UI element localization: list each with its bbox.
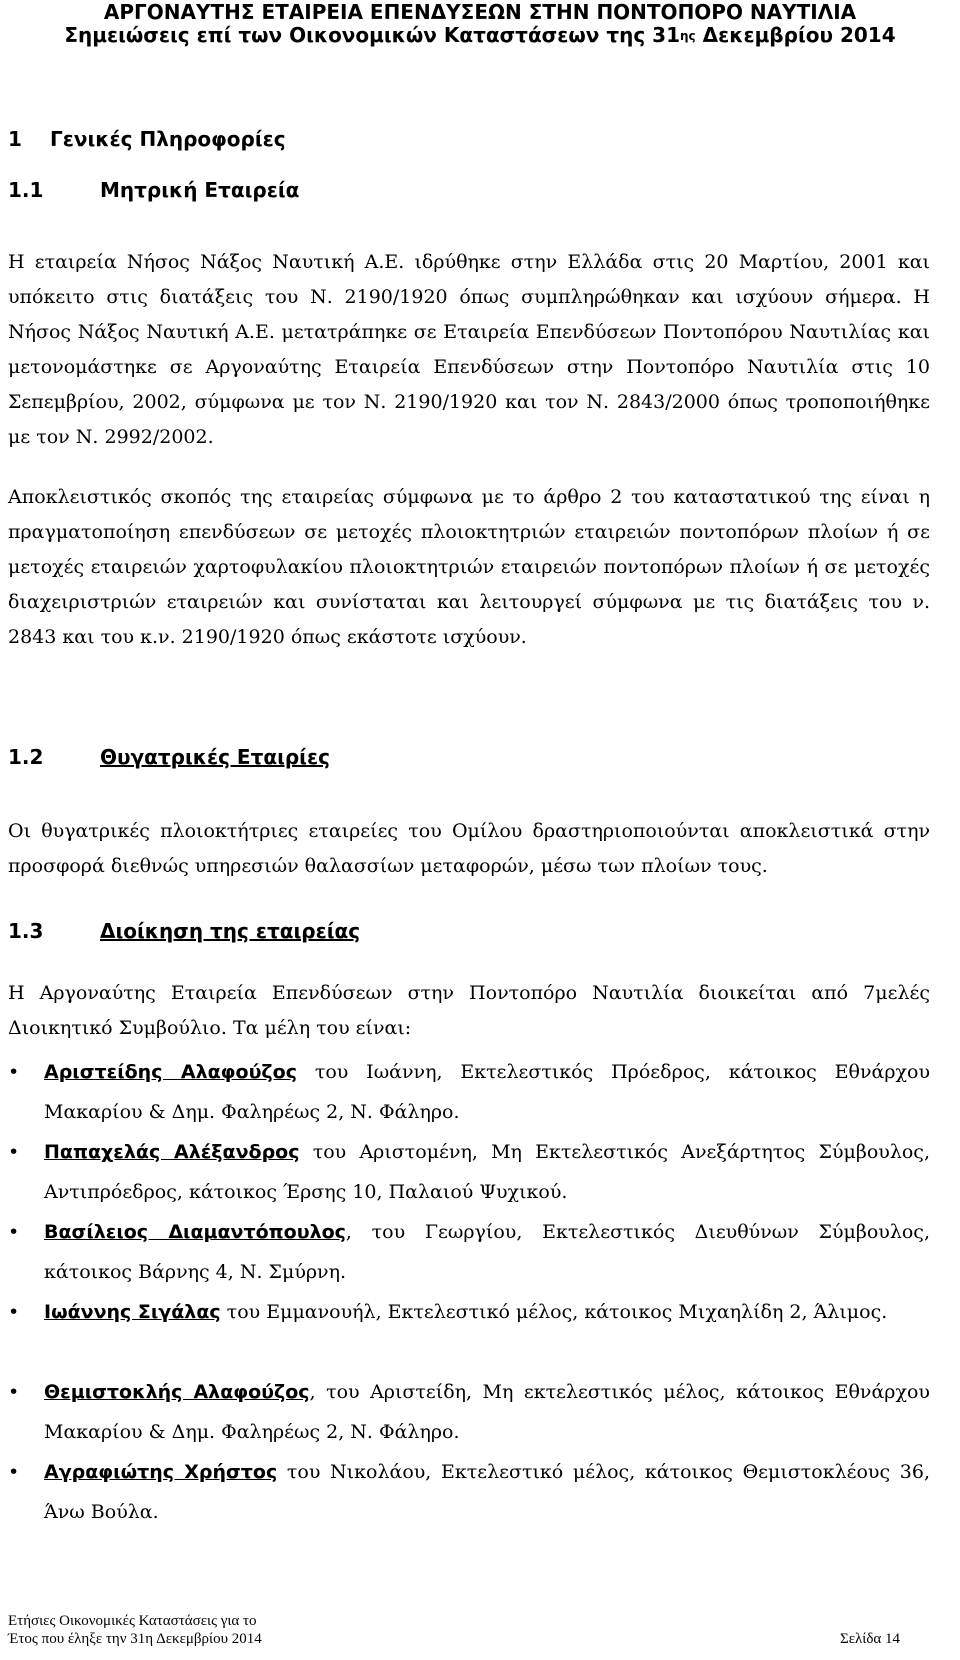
section-1-title: Γενικές Πληροφορίες <box>50 127 286 151</box>
board-member-6-name: Αγραφιώτης Χρήστος <box>44 1461 278 1483</box>
section-1-1-number: 1.1 <box>8 178 44 202</box>
section-1-1-paragraph-2: Αποκλειστικός σκοπός της εταιρείας σύμφωνα με το άρθρο 2 του καταστατικού της είναι η πραγματοποίηση επενδύσεων σε μετοχές πλοιοκτητριών εταιρειών ποντοπόρων πλοίων ή σε μετοχές εταιρειών χαρτοφυλακίου πλοιοκτητριών εταιρειών ποντοπόρων πλοίων ή σε μετοχές διαχειριστριών εταιρειών και συνίσταται και λειτουργεί σύμφωνα με τις διατάξεις του ν. 2843 και του κ.ν. 2190/1920 όπως εκάστοτε ισχύουν. <box>8 486 930 648</box>
board-member-2-text <box>44 1132 930 1212</box>
bullet-icon: • <box>8 1381 20 1403</box>
footer-line-2: Έτος που έληξε την 31η Δεκεμβρίου 2014 <box>8 1631 262 1647</box>
board-member-6-details: του Νικολάου, Εκτελεστικό μέλος, κάτοικος Θεμιστοκλέους 36, Άνω Βούλα. <box>44 1461 930 1523</box>
section-1-3-number: 1.3 <box>8 919 44 943</box>
section-1-2-number: 1.2 <box>8 745 44 769</box>
bullet-icon: • <box>8 1461 20 1483</box>
board-member-3-details: , του Γεωργίου, Εκτελεστικός Διευθύνων Σύμβουλος, κάτοικος Βάρνης 4, Ν. Σμύρνη. <box>44 1221 930 1283</box>
section-1-3-title: Διοίκηση της εταιρείας <box>100 919 361 943</box>
header-subtitle <box>0 23 960 47</box>
section-1-2-title: Θυγατρικές Εταιρίες <box>100 745 330 769</box>
section-1-2-paragraph: Οι θυγατρικές πλοιοκτήτριες εταιρείες του Ομίλου δραστηριοποιούνται αποκλειστικά στην προσφορά διεθνώς υπηρεσιών θαλασσίων μεταφορών, μέσω των πλοίων τους. <box>8 820 930 877</box>
bullet-icon: • <box>8 1301 20 1323</box>
header-subtitle-main: Σημειώσεις επί των Οικονομικών Καταστάσεων της 31 <box>64 23 681 47</box>
board-member-1-name: Αριστείδης Αλαφούζος <box>44 1061 297 1083</box>
board-member-5-details: , του Αριστείδη, Μη εκτελεστικός μέλος, κάτοικος Εθνάρχου Μακαρίου & Δημ. Φαληρέως 2, Ν. Φάληρο. <box>44 1381 930 1443</box>
board-member-5-name: Θεμιστοκλής Αλαφούζος <box>44 1381 310 1403</box>
header-subtitle-date: Δεκεμβρίου 2014 <box>695 23 896 47</box>
section-1-number: 1 <box>8 127 22 151</box>
board-member-5-text <box>44 1372 930 1452</box>
bullet-icon: • <box>8 1141 20 1163</box>
board-member-4-text <box>44 1292 930 1332</box>
board-member-4-details: του Εμμανουήλ, Εκτελεστικό μέλος, κάτοικος Μιχαηλίδη 2, Άλιμος. <box>220 1301 888 1323</box>
board-member-2-name: Παπαχελάς Αλέξανδρος <box>44 1141 300 1163</box>
footer-page-number: Σελίδα 14 <box>839 1631 900 1647</box>
header-subtitle-superscript: ης <box>680 29 696 43</box>
footer-line-1: Ετήσιες Οικονομικές Καταστάσεις για το <box>8 1613 257 1629</box>
board-member-4-name: Ιωάννης Σιγάλας <box>44 1301 221 1323</box>
board-member-3-text <box>44 1212 930 1292</box>
bullet-icon: • <box>8 1221 20 1243</box>
section-1-1-paragraph-1: Η εταιρεία Νήσος Νάξος Ναυτική Α.Ε. ιδρύθηκε στην Ελλάδα στις 20 Μαρτίου, 2001 και υπόκειτο στις διατάξεις του Ν. 2190/1920 όπως συμπληρώθηκαν και ισχύουν σήμερα. Η Νήσος Νάξος Ναυτική Α.Ε. μετατράπηκε σε Εταιρεία Επενδύσεων Ποντοπόρου Ναυτιλίας και μετονομάστηκε σε Αργοναύτης Εταιρεία Επενδύσεων στην Ποντοπόρο Ναυτιλία στις 10 Σεπεμβρίου, 2002, σύμφωνα με τον Ν. 2190/1920 και τον Ν. 2843/2000 όπως τροποποιήθηκε με τον Ν. 2992/2002. <box>8 251 930 448</box>
board-member-1-text <box>44 1052 930 1132</box>
board-member-3-name: Βασίλειος Διαμαντόπουλος <box>44 1221 346 1243</box>
board-member-1-details: του Ιωάννη, Εκτελεστικός Πρόεδρος, κάτοικος Εθνάρχου Μακαρίου & Δημ. Φαληρέως 2, Ν. Φάληρο. <box>44 1061 931 1123</box>
bullet-icon: • <box>8 1061 20 1083</box>
board-member-2-details: του Αριστομένη, Μη Εκτελεστικός Ανεξάρτητος Σύμβουλος, Αντιπρόεδρος, κάτοικος Έρσης 10, Παλαιού Ψυχικού. <box>44 1141 930 1203</box>
section-1-1-title: Μητρική Εταιρεία <box>100 178 300 202</box>
header-company-name: ΑΡΓΟΝΑΥΤΗΣ ΕΤΑΙΡΕΙΑ ΕΠΕΝΔΥΣΕΩΝ ΣΤΗΝ ΠΟΝΤΟΠΟΡΟ ΝΑΥΤΙΛΙΑ <box>103 0 857 24</box>
section-1-3-paragraph: Η Αργοναύτης Εταιρεία Επενδύσεων στην Ποντοπόρο Ναυτιλία διοικείται από 7μελές Διοικητικό Συμβούλιο. Τα μέλη του είναι: <box>8 982 930 1039</box>
board-member-6-text <box>44 1452 930 1532</box>
